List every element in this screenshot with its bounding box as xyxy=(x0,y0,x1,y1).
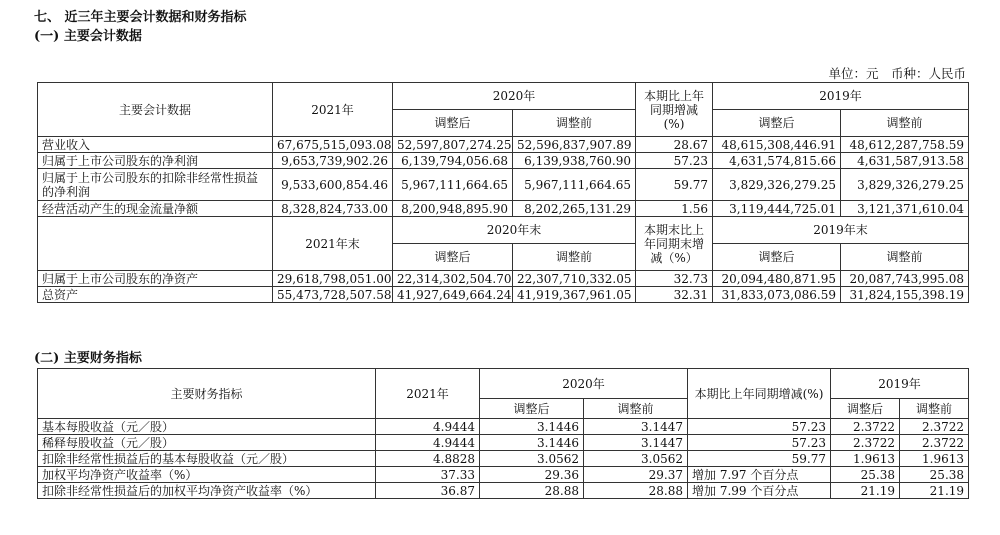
unit-currency-note: 单位：元 币种：人民币 xyxy=(828,66,966,81)
col-header-main: 主要财务指标 xyxy=(38,369,376,419)
cell-value: 48,612,287,758.59 xyxy=(841,137,969,153)
cell-value: 1.9613 xyxy=(831,451,900,467)
col-header-2021: 2021年 xyxy=(376,369,480,419)
cell-value: 31,824,155,398.19 xyxy=(841,287,969,303)
row-label: 营业收入 xyxy=(38,137,273,153)
cell-value: 32.31 xyxy=(636,287,713,303)
cell-value: 8,328,824,733.00 xyxy=(273,201,393,217)
cell-value: 1.9613 xyxy=(900,451,969,467)
cell-value: 3.1447 xyxy=(584,419,688,435)
row-label: 稀释每股收益（元／股） xyxy=(38,435,376,451)
cell-value: 59.77 xyxy=(636,169,713,201)
row-label: 经营活动产生的现金流量净额 xyxy=(38,201,273,217)
col-header-change: 本期比上年同期增减(%) xyxy=(688,369,831,419)
cell-value: 29,618,798,051.00 xyxy=(273,271,393,287)
table-row xyxy=(38,271,969,287)
col-header-change-end: 本期末比上年同期末增减（%） xyxy=(636,217,713,271)
col-header-main: 主要会计数据 xyxy=(38,83,273,137)
table-row xyxy=(38,137,969,153)
cell-value: 2.3722 xyxy=(831,419,900,435)
cell-value: 3.1446 xyxy=(480,435,584,451)
col-header-2019-before: 调整前 xyxy=(900,399,969,419)
cell-value: 57.23 xyxy=(636,153,713,169)
col-header-change: 本期比上年同期增减(%) xyxy=(636,83,713,137)
col-header-2020: 2020年 xyxy=(393,83,636,110)
cell-value: 55,473,728,507.58 xyxy=(273,287,393,303)
col-header-2019-end: 2019年末 xyxy=(713,217,969,244)
row-label: 归属于上市公司股东的扣除非经常性损益的净利润 xyxy=(38,169,273,201)
cell-value: 3,121,371,610.04 xyxy=(841,201,969,217)
col-header-2019: 2019年 xyxy=(713,83,969,110)
table-header-row xyxy=(38,369,969,399)
col-header-2020-before: 调整前 xyxy=(584,399,688,419)
col-header-2020-adjusted: 调整后 xyxy=(480,399,584,419)
cell-value: 29.36 xyxy=(480,467,584,483)
col-header-2021-end: 2021年末 xyxy=(273,217,393,271)
col-header-2020-before: 调整前 xyxy=(513,110,636,137)
accounting-data-table xyxy=(37,82,969,303)
row-label: 扣除非经常性损益后的基本每股收益（元／股） xyxy=(38,451,376,467)
cell-value: 1.56 xyxy=(636,201,713,217)
table-row xyxy=(38,201,969,217)
cell-value: 2.3722 xyxy=(900,419,969,435)
cell-value: 3.0562 xyxy=(584,451,688,467)
cell-value: 59.77 xyxy=(688,451,831,467)
row-label: 归属于上市公司股东的净利润 xyxy=(38,153,273,169)
cell-value: 2.3722 xyxy=(900,435,969,451)
cell-value: 6,139,938,760.90 xyxy=(513,153,636,169)
cell-value: 37.33 xyxy=(376,467,480,483)
cell-value: 3.1446 xyxy=(480,419,584,435)
cell-value: 41,919,367,961.05 xyxy=(513,287,636,303)
col-header-2019-adjusted: 调整后 xyxy=(831,399,900,419)
col-header-2020-before: 调整前 xyxy=(513,244,636,271)
table-row xyxy=(38,169,969,201)
cell-value: 41,927,649,664.24 xyxy=(393,287,513,303)
cell-value: 28.67 xyxy=(636,137,713,153)
financial-indicators-table xyxy=(37,368,969,499)
row-label: 扣除非经常性损益后的加权平均净资产收益率（%） xyxy=(38,483,376,499)
cell-value: 4,631,587,913.58 xyxy=(841,153,969,169)
cell-value: 28.88 xyxy=(584,483,688,499)
col-header-2020-adjusted: 调整后 xyxy=(393,110,513,137)
row-label: 总资产 xyxy=(38,287,273,303)
cell-value: 增加 7.97 个百分点 xyxy=(688,467,831,483)
cell-value: 29.37 xyxy=(584,467,688,483)
cell-value: 5,967,111,664.65 xyxy=(513,169,636,201)
cell-value: 20,087,743,995.08 xyxy=(841,271,969,287)
col-header-2019: 2019年 xyxy=(831,369,969,399)
row-label: 基本每股收益（元／股） xyxy=(38,419,376,435)
subsection-title-accounting: (一) 主要会计数据 xyxy=(34,29,142,44)
cell-value: 48,615,308,446.91 xyxy=(713,137,841,153)
cell-value: 6,139,794,056.68 xyxy=(393,153,513,169)
cell-value: 52,597,807,274.25 xyxy=(393,137,513,153)
section-title: 七、 近三年主要会计数据和财务指标 xyxy=(34,10,247,25)
cell-value: 4.9444 xyxy=(376,419,480,435)
cell-value: 32.73 xyxy=(636,271,713,287)
cell-value: 67,675,515,093.08 xyxy=(273,137,393,153)
table-row xyxy=(38,435,969,451)
col-header-2019-adjusted: 调整后 xyxy=(713,244,841,271)
row-label: 归属于上市公司股东的净资产 xyxy=(38,271,273,287)
cell-value: 3,829,326,279.25 xyxy=(713,169,841,201)
table-header-row xyxy=(38,83,969,110)
col-header-2021: 2021年 xyxy=(273,83,393,137)
col-header-2019-before: 调整前 xyxy=(841,244,969,271)
cell-value: 5,967,111,664.65 xyxy=(393,169,513,201)
cell-value: 28.88 xyxy=(480,483,584,499)
cell-value: 25.38 xyxy=(831,467,900,483)
table-row xyxy=(38,153,969,169)
col-header-2020-end: 2020年末 xyxy=(393,217,636,244)
cell-value: 9,653,739,902.26 xyxy=(273,153,393,169)
cell-value: 22,307,710,332.05 xyxy=(513,271,636,287)
cell-value: 57.23 xyxy=(688,435,831,451)
col-header-2019-adjusted: 调整后 xyxy=(713,110,841,137)
cell-value: 4.8828 xyxy=(376,451,480,467)
cell-value: 57.23 xyxy=(688,419,831,435)
cell-value: 52,596,837,907.89 xyxy=(513,137,636,153)
cell-value: 3.0562 xyxy=(480,451,584,467)
cell-value: 3,119,444,725.01 xyxy=(713,201,841,217)
cell-value: 9,533,600,854.46 xyxy=(273,169,393,201)
col-header-2020: 2020年 xyxy=(480,369,688,399)
col-header-2019-before: 调整前 xyxy=(841,110,969,137)
cell-value: 2.3722 xyxy=(831,435,900,451)
cell-value: 4,631,574,815.66 xyxy=(713,153,841,169)
table-header-row xyxy=(38,217,969,244)
cell-value: 8,202,265,131.29 xyxy=(513,201,636,217)
table-row xyxy=(38,287,969,303)
subsection-title-financial: (二) 主要财务指标 xyxy=(34,351,142,366)
cell-value: 21.19 xyxy=(831,483,900,499)
cell-value: 36.87 xyxy=(376,483,480,499)
cell-value: 20,094,480,871.95 xyxy=(713,271,841,287)
cell-value: 25.38 xyxy=(900,467,969,483)
cell-value: 8,200,948,895.90 xyxy=(393,201,513,217)
table-row xyxy=(38,467,969,483)
cell-value: 22,314,302,504.70 xyxy=(393,271,513,287)
cell-value: 3.1447 xyxy=(584,435,688,451)
table-row xyxy=(38,451,969,467)
cell-value: 31,833,073,086.59 xyxy=(713,287,841,303)
table-row xyxy=(38,483,969,499)
table-row xyxy=(38,419,969,435)
cell-value: 4.9444 xyxy=(376,435,480,451)
cell-value: 增加 7.99 个百分点 xyxy=(688,483,831,499)
col-header-2020-adjusted: 调整后 xyxy=(393,244,513,271)
row-label: 加权平均净资产收益率（%） xyxy=(38,467,376,483)
col-header-main-empty xyxy=(38,217,273,271)
cell-value: 3,829,326,279.25 xyxy=(841,169,969,201)
cell-value: 21.19 xyxy=(900,483,969,499)
